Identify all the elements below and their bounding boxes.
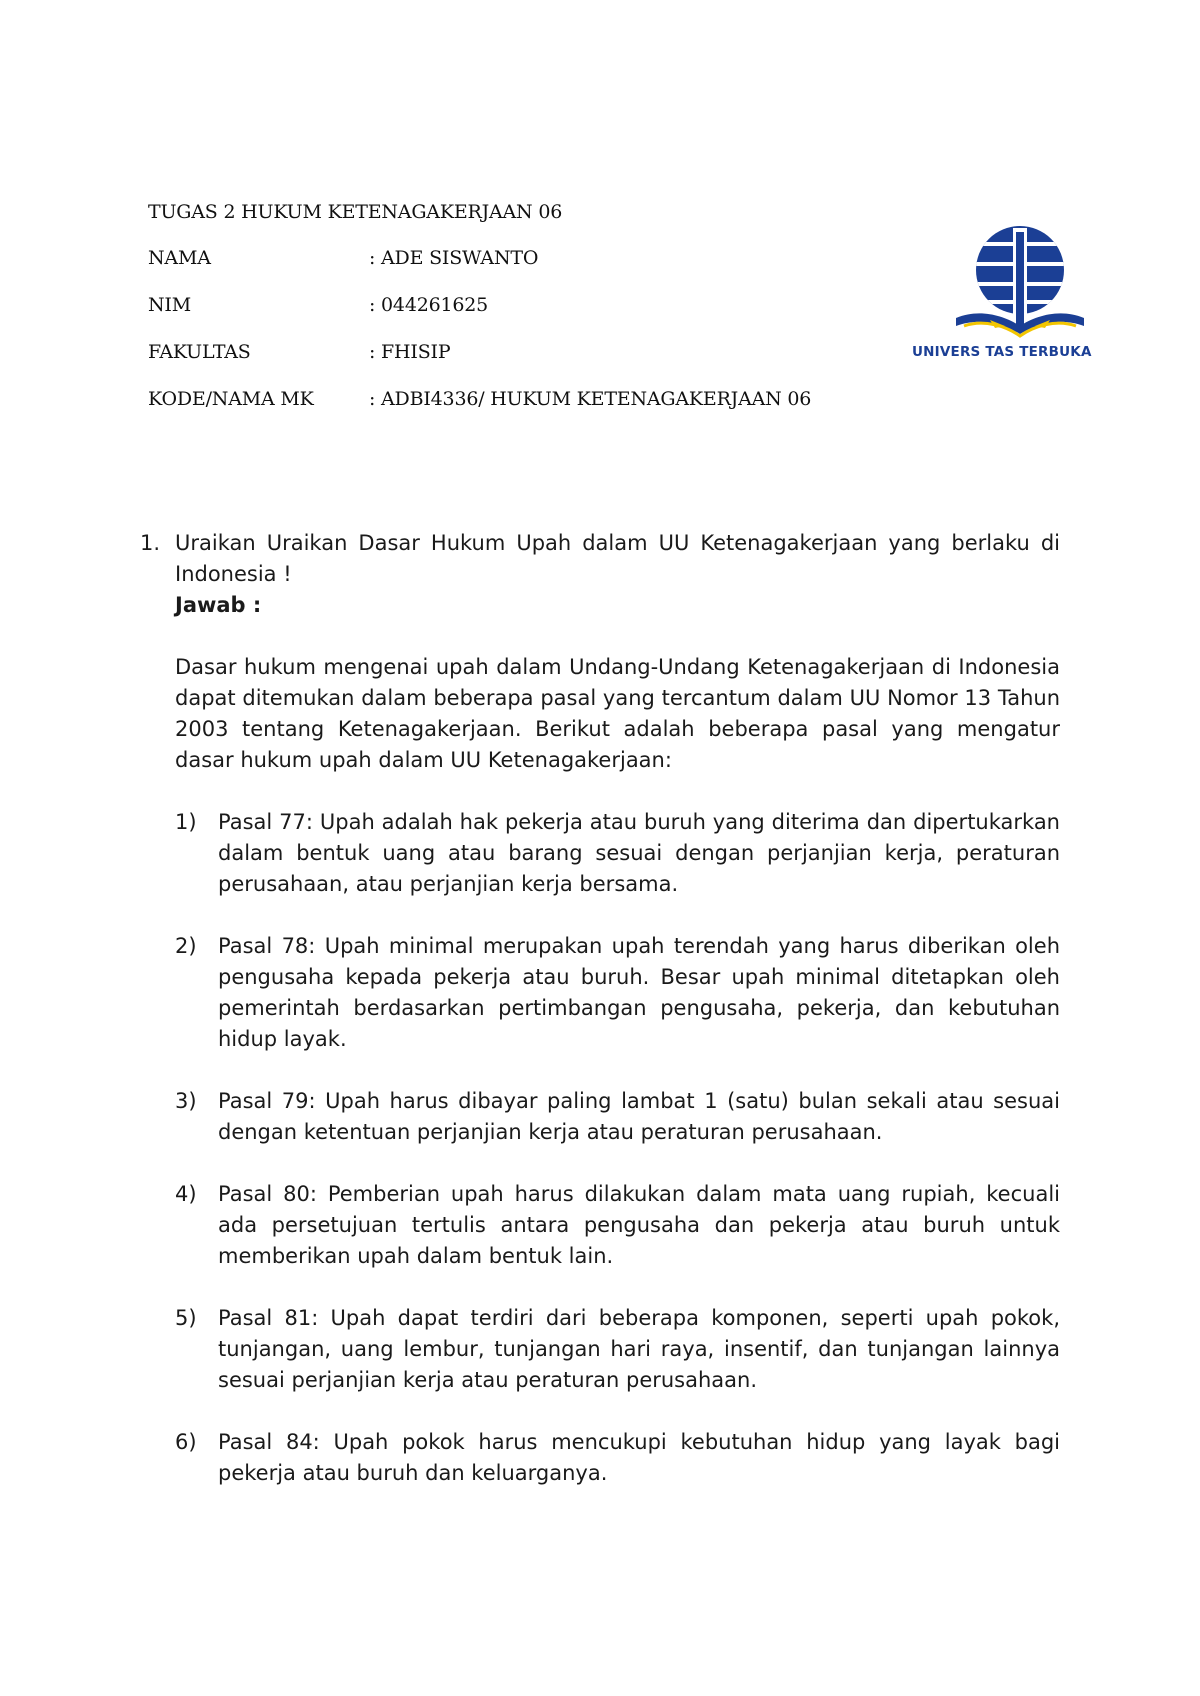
list-item-number: 2) [175,934,197,958]
list-item-text: Pasal 84: Upah pokok harus mencukupi kebutuhan hidup yang layak bagi pekerja atau buruh dan keluarganya. [218,1430,1060,1485]
list-item-text: Pasal 80: Pemberian upah harus dilakukan dalam mata uang rupiah, kecuali ada persetujuan tertulis antara pengusaha dan pekerja atau buruh untuk memberikan upah dalam bentuk lain. [218,1182,1060,1268]
list-item-text: Pasal 79: Upah harus dibayar paling lambat 1 (satu) bulan sekali atau sesuai dengan ketentuan perjanjian kerja atau peraturan perusahaan. [218,1089,1060,1144]
list-item [175,1086,1060,1148]
info-label: FAKULTAS [148,341,251,363]
list-item [175,807,1060,900]
document-title: TUGAS 2 HUKUM KETENAGAKERJAAN 06 [148,201,563,223]
info-label: KODE/NAMA MK [148,388,314,410]
list-item-text: Pasal 78: Upah minimal merupakan upah terendah yang harus diberikan oleh pengusaha kepada pekerja atau buruh. Besar upah minimal ditetapkan oleh pemerintah berdasarkan pertimbangan pengusaha, pekerja, dan kebutuhan hidup layak. [218,934,1060,1051]
info-label: NAMA [148,247,211,269]
list-item [175,1427,1060,1489]
list-item [175,931,1060,1055]
info-row-nim [148,293,811,317]
info-row-fakultas [148,340,811,364]
question-1 [140,528,1060,1520]
info-value: : 044261625 [369,294,489,316]
logo-caption: UNIVERS TAS TERBUKA [912,344,1092,360]
list-item [175,1179,1060,1272]
list-item-number: 3) [175,1089,197,1113]
info-value: : FHISIP [369,341,451,363]
question-body [175,528,1060,1520]
question-text: Uraikan Uraikan Dasar Hukum Upah dalam UU Ketenagakerjaan yang berlaku di Indonesia ! [175,531,1060,586]
list-item-number: 6) [175,1430,197,1454]
info-row-nama [148,246,811,270]
list-item-number: 4) [175,1182,197,1206]
list-item-number: 5) [175,1306,197,1330]
info-value: : ADBI4336/ HUKUM KETENAGAKERJAAN 06 [369,388,812,410]
list-item-number: 1) [175,810,197,834]
list-item-text: Pasal 77: Upah adalah hak pekerja atau buruh yang diterima dan dipertukarkan dalam bentuk uang atau barang sesuai dengan perjanjian kerja, peraturan perusahaan, atau perjanjian kerja bersama. [218,810,1060,896]
list-item [175,1303,1060,1396]
info-value: : ADE SISWANTO [369,247,539,269]
info-row-kode-mk [148,387,811,411]
answer-label: Jawab : [175,593,262,617]
assignment-header [148,200,811,434]
question-number: 1. [140,531,161,555]
answer-intro: Dasar hukum mengenai upah dalam Undang-Undang Ketenagakerjaan di Indonesia dapat ditemukan dalam beberapa pasal yang tercantum dalam UU Nomor 13 Tahun 2003 tentang Ketenagakerjaan. Berikut adalah beberapa pasal yang mengatur dasar hukum upah dalam UU Ketenagakerjaan: [175,655,1060,772]
list-item-text: Pasal 81: Upah dapat terdiri dari beberapa komponen, seperti upah pokok, tunjangan, uang lembur, tunjangan hari raya, insentif, dan tunjangan lainnya sesuai perjanjian kerja atau peraturan perusahaan. [218,1306,1060,1392]
pasal-list [175,807,1060,1489]
document-body [140,528,1060,1520]
info-label: NIM [148,294,191,316]
